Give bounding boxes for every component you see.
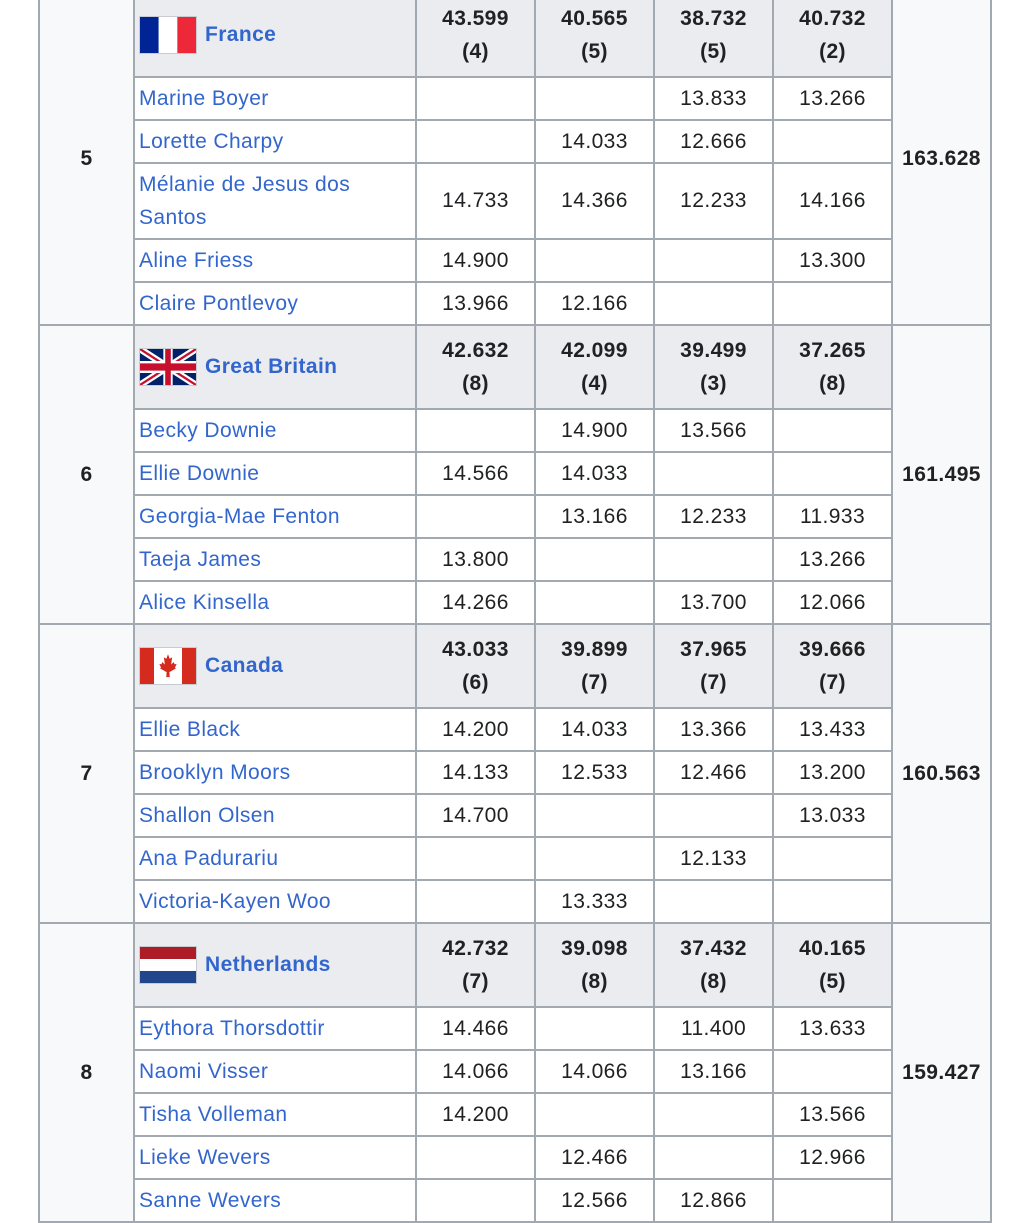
team-apparatus-score	[654, 325, 773, 409]
athlete-link-becky-downie[interactable]: Becky Downie	[139, 419, 277, 442]
athlete-score: 13.166	[535, 495, 654, 538]
team-apparatus-score	[416, 923, 535, 1007]
athlete-score	[535, 794, 654, 837]
flag-great-britain-icon	[139, 348, 197, 386]
athlete-score: 13.833	[654, 77, 773, 120]
athlete-cell	[134, 239, 416, 282]
team-score-rank: (7)	[700, 671, 727, 694]
athlete-score	[654, 794, 773, 837]
team-score-rank: (5)	[581, 40, 608, 63]
athlete-cell	[134, 1093, 416, 1136]
team-score-rank: (6)	[462, 671, 489, 694]
athlete-score: 14.266	[416, 581, 535, 624]
team-total: 161.495	[892, 325, 991, 624]
team-apparatus-score	[535, 325, 654, 409]
athlete-score	[654, 452, 773, 495]
athlete-score: 12.666	[654, 120, 773, 163]
athlete-score	[654, 239, 773, 282]
athlete-score: 14.133	[416, 751, 535, 794]
athlete-score	[416, 120, 535, 163]
athlete-row	[39, 409, 991, 452]
athlete-cell	[134, 495, 416, 538]
athlete-score: 14.200	[416, 1093, 535, 1136]
athlete-link-victoria-kayen-woo[interactable]: Victoria-Kayen Woo	[139, 890, 332, 913]
athlete-score: 12.066	[773, 581, 892, 624]
team-score-value: 42.732	[442, 937, 509, 960]
team-score-rank: (8)	[462, 372, 489, 395]
team-score-rank: (5)	[700, 40, 727, 63]
athlete-cell	[134, 1136, 416, 1179]
athlete-score: 13.433	[773, 708, 892, 751]
team-apparatus-score	[535, 0, 654, 77]
team-score-rank: (4)	[462, 40, 489, 63]
team-rank: 6	[39, 325, 134, 624]
team-apparatus-score	[654, 923, 773, 1007]
athlete-score: 13.366	[654, 708, 773, 751]
athlete-row	[39, 239, 991, 282]
athlete-score	[773, 880, 892, 923]
athlete-row	[39, 581, 991, 624]
team-score-value: 40.565	[561, 7, 628, 30]
athlete-score: 13.700	[654, 581, 773, 624]
athlete-row	[39, 1136, 991, 1179]
athlete-cell	[134, 581, 416, 624]
team-score-value: 42.099	[561, 339, 628, 362]
athlete-score: 12.566	[535, 1179, 654, 1222]
athlete-score	[654, 880, 773, 923]
team-link-canada[interactable]: Canada	[205, 654, 284, 677]
team-score-value: 40.732	[799, 7, 866, 30]
athlete-row	[39, 163, 991, 239]
athlete-row	[39, 794, 991, 837]
athlete-link-claire-pontlevoy[interactable]: Claire Pontlevoy	[139, 292, 299, 315]
team-score-rank: (7)	[581, 671, 608, 694]
athlete-row	[39, 1050, 991, 1093]
team-score-value: 38.732	[680, 7, 747, 30]
athlete-score	[773, 120, 892, 163]
athlete-cell	[134, 708, 416, 751]
athlete-score: 13.266	[773, 77, 892, 120]
athlete-score	[535, 239, 654, 282]
team-apparatus-score	[654, 0, 773, 77]
athlete-score: 11.400	[654, 1007, 773, 1050]
athlete-cell	[134, 837, 416, 880]
athlete-score: 14.900	[535, 409, 654, 452]
team-cell	[134, 624, 416, 708]
athlete-score: 14.066	[416, 1050, 535, 1093]
team-rank: 8	[39, 923, 134, 1222]
team-apparatus-score	[416, 0, 535, 77]
athlete-score	[416, 880, 535, 923]
team-score-value: 39.098	[561, 937, 628, 960]
team-apparatus-score	[535, 923, 654, 1007]
athlete-score: 13.800	[416, 538, 535, 581]
team-score-value: 43.599	[442, 7, 509, 30]
athlete-score: 13.566	[773, 1093, 892, 1136]
team-apparatus-score	[416, 325, 535, 409]
athlete-link-sanne-wevers[interactable]: Sanne Wevers	[139, 1189, 282, 1212]
athlete-link-aline-friess[interactable]: Aline Friess	[139, 249, 254, 272]
team-link-netherlands[interactable]: Netherlands	[205, 953, 331, 976]
athlete-score: 12.466	[535, 1136, 654, 1179]
athlete-score	[535, 538, 654, 581]
athlete-link-ana-padurariu[interactable]: Ana Padurariu	[139, 847, 279, 870]
athlete-cell	[134, 409, 416, 452]
team-cell	[134, 0, 416, 77]
athlete-cell	[134, 282, 416, 325]
athlete-row	[39, 495, 991, 538]
athlete-score	[416, 409, 535, 452]
athlete-cell	[134, 1007, 416, 1050]
team-total: 159.427	[892, 923, 991, 1222]
athlete-score: 12.166	[535, 282, 654, 325]
athlete-score: 12.466	[654, 751, 773, 794]
athlete-link-marine-boyer[interactable]: Marine Boyer	[139, 87, 269, 110]
athlete-cell	[134, 794, 416, 837]
athlete-score: 13.200	[773, 751, 892, 794]
results-table	[38, 0, 992, 1223]
athlete-link-melanie-de-jesus-dos-santos[interactable]: Mélanie de Jesus dos Santos	[139, 173, 351, 229]
athlete-score: 12.966	[773, 1136, 892, 1179]
athlete-score: 14.900	[416, 239, 535, 282]
team-total: 160.563	[892, 624, 991, 923]
athlete-score: 14.700	[416, 794, 535, 837]
athlete-score	[535, 1093, 654, 1136]
team-score-rank: (8)	[700, 970, 727, 993]
team-cell	[134, 325, 416, 409]
athlete-link-ellie-black[interactable]: Ellie Black	[139, 718, 241, 741]
athlete-cell	[134, 1050, 416, 1093]
athlete-score	[416, 495, 535, 538]
athlete-cell	[134, 452, 416, 495]
athlete-cell	[134, 538, 416, 581]
athlete-score	[773, 282, 892, 325]
athlete-row	[39, 1007, 991, 1050]
athlete-link-ellie-downie[interactable]: Ellie Downie	[139, 462, 260, 485]
athlete-link-eythora-thorsdottir[interactable]: Eythora Thorsdottir	[139, 1017, 325, 1040]
athlete-score	[773, 409, 892, 452]
athlete-score: 12.233	[654, 163, 773, 239]
team-row-france	[39, 0, 991, 77]
team-row-canada	[39, 624, 991, 708]
athlete-row	[39, 77, 991, 120]
athlete-score: 14.466	[416, 1007, 535, 1050]
flag-france-icon	[139, 16, 197, 54]
athlete-score: 14.166	[773, 163, 892, 239]
team-link-france[interactable]: France	[205, 23, 277, 46]
team-apparatus-score	[773, 325, 892, 409]
athlete-score	[535, 581, 654, 624]
athlete-score: 14.366	[535, 163, 654, 239]
team-apparatus-score	[773, 624, 892, 708]
athlete-row	[39, 452, 991, 495]
athlete-cell	[134, 1179, 416, 1222]
athlete-row	[39, 837, 991, 880]
athlete-row	[39, 1093, 991, 1136]
athlete-link-brooklyn-moors[interactable]: Brooklyn Moors	[139, 761, 291, 784]
athlete-score: 11.933	[773, 495, 892, 538]
athlete-cell	[134, 163, 416, 239]
athlete-link-lieke-wevers[interactable]: Lieke Wevers	[139, 1146, 271, 1169]
athlete-score: 13.166	[654, 1050, 773, 1093]
athlete-link-georgia-mae-fenton[interactable]: Georgia-Mae Fenton	[139, 505, 340, 528]
team-apparatus-score	[535, 624, 654, 708]
athlete-score	[773, 452, 892, 495]
team-score-value: 37.265	[799, 339, 866, 362]
athlete-score: 13.566	[654, 409, 773, 452]
athlete-score	[773, 1050, 892, 1093]
athlete-row	[39, 751, 991, 794]
athlete-score: 13.033	[773, 794, 892, 837]
athlete-row	[39, 120, 991, 163]
athlete-score	[535, 77, 654, 120]
team-score-value: 37.432	[680, 937, 747, 960]
team-apparatus-score	[773, 923, 892, 1007]
athlete-link-alice-kinsella[interactable]: Alice Kinsella	[139, 591, 270, 614]
athlete-score: 14.566	[416, 452, 535, 495]
team-score-value: 43.033	[442, 638, 509, 661]
team-apparatus-score	[416, 624, 535, 708]
team-score-rank: (5)	[819, 970, 846, 993]
athlete-link-naomi-visser[interactable]: Naomi Visser	[139, 1060, 269, 1083]
athlete-score: 12.866	[654, 1179, 773, 1222]
athlete-score	[654, 1136, 773, 1179]
team-score-rank: (7)	[819, 671, 846, 694]
team-total: 163.628	[892, 0, 991, 325]
athlete-score: 14.033	[535, 708, 654, 751]
team-score-value: 40.165	[799, 937, 866, 960]
athlete-cell	[134, 751, 416, 794]
athlete-link-tisha-volleman[interactable]: Tisha Volleman	[139, 1103, 288, 1126]
athlete-score: 14.033	[535, 452, 654, 495]
athlete-score	[654, 282, 773, 325]
athlete-score: 12.533	[535, 751, 654, 794]
athlete-row	[39, 538, 991, 581]
team-apparatus-score	[654, 624, 773, 708]
athlete-score	[416, 837, 535, 880]
athlete-score: 12.233	[654, 495, 773, 538]
team-cell	[134, 923, 416, 1007]
athlete-link-shallon-olsen[interactable]: Shallon Olsen	[139, 804, 275, 827]
athlete-link-lorette-charpy[interactable]: Lorette Charpy	[139, 130, 284, 153]
athlete-score	[416, 1136, 535, 1179]
team-row-great-britain	[39, 325, 991, 409]
team-link-great-britain[interactable]: Great Britain	[205, 355, 338, 378]
team-row-netherlands	[39, 923, 991, 1007]
athlete-score: 12.133	[654, 837, 773, 880]
team-score-value: 39.499	[680, 339, 747, 362]
team-score-rank: (4)	[581, 372, 608, 395]
athlete-score	[654, 538, 773, 581]
athlete-score: 13.633	[773, 1007, 892, 1050]
athlete-cell	[134, 120, 416, 163]
athlete-score: 14.066	[535, 1050, 654, 1093]
team-score-value: 37.965	[680, 638, 747, 661]
athlete-score: 13.333	[535, 880, 654, 923]
flag-netherlands-icon	[139, 946, 197, 984]
team-score-rank: (2)	[819, 40, 846, 63]
athlete-cell	[134, 880, 416, 923]
athlete-score: 14.033	[535, 120, 654, 163]
athlete-score: 14.733	[416, 163, 535, 239]
team-score-value: 39.666	[799, 638, 866, 661]
athlete-score: 14.200	[416, 708, 535, 751]
team-score-rank: (8)	[581, 970, 608, 993]
team-score-rank: (7)	[462, 970, 489, 993]
athlete-row	[39, 282, 991, 325]
team-score-value: 42.632	[442, 339, 509, 362]
team-score-value: 39.899	[561, 638, 628, 661]
flag-canada-icon	[139, 647, 197, 685]
athlete-score	[654, 1093, 773, 1136]
athlete-score: 13.266	[773, 538, 892, 581]
athlete-score	[773, 1179, 892, 1222]
athlete-cell	[134, 77, 416, 120]
team-rank: 7	[39, 624, 134, 923]
athlete-score	[535, 1007, 654, 1050]
athlete-row	[39, 1179, 991, 1222]
team-apparatus-score	[773, 0, 892, 77]
team-rank: 5	[39, 0, 134, 325]
athlete-score: 13.966	[416, 282, 535, 325]
athlete-link-taeja-james[interactable]: Taeja James	[139, 548, 262, 571]
athlete-row	[39, 708, 991, 751]
athlete-row	[39, 880, 991, 923]
athlete-score: 13.300	[773, 239, 892, 282]
athlete-score	[416, 1179, 535, 1222]
athlete-score	[416, 77, 535, 120]
team-score-rank: (8)	[819, 372, 846, 395]
athlete-score	[535, 837, 654, 880]
athlete-score	[773, 837, 892, 880]
team-score-rank: (3)	[700, 372, 727, 395]
